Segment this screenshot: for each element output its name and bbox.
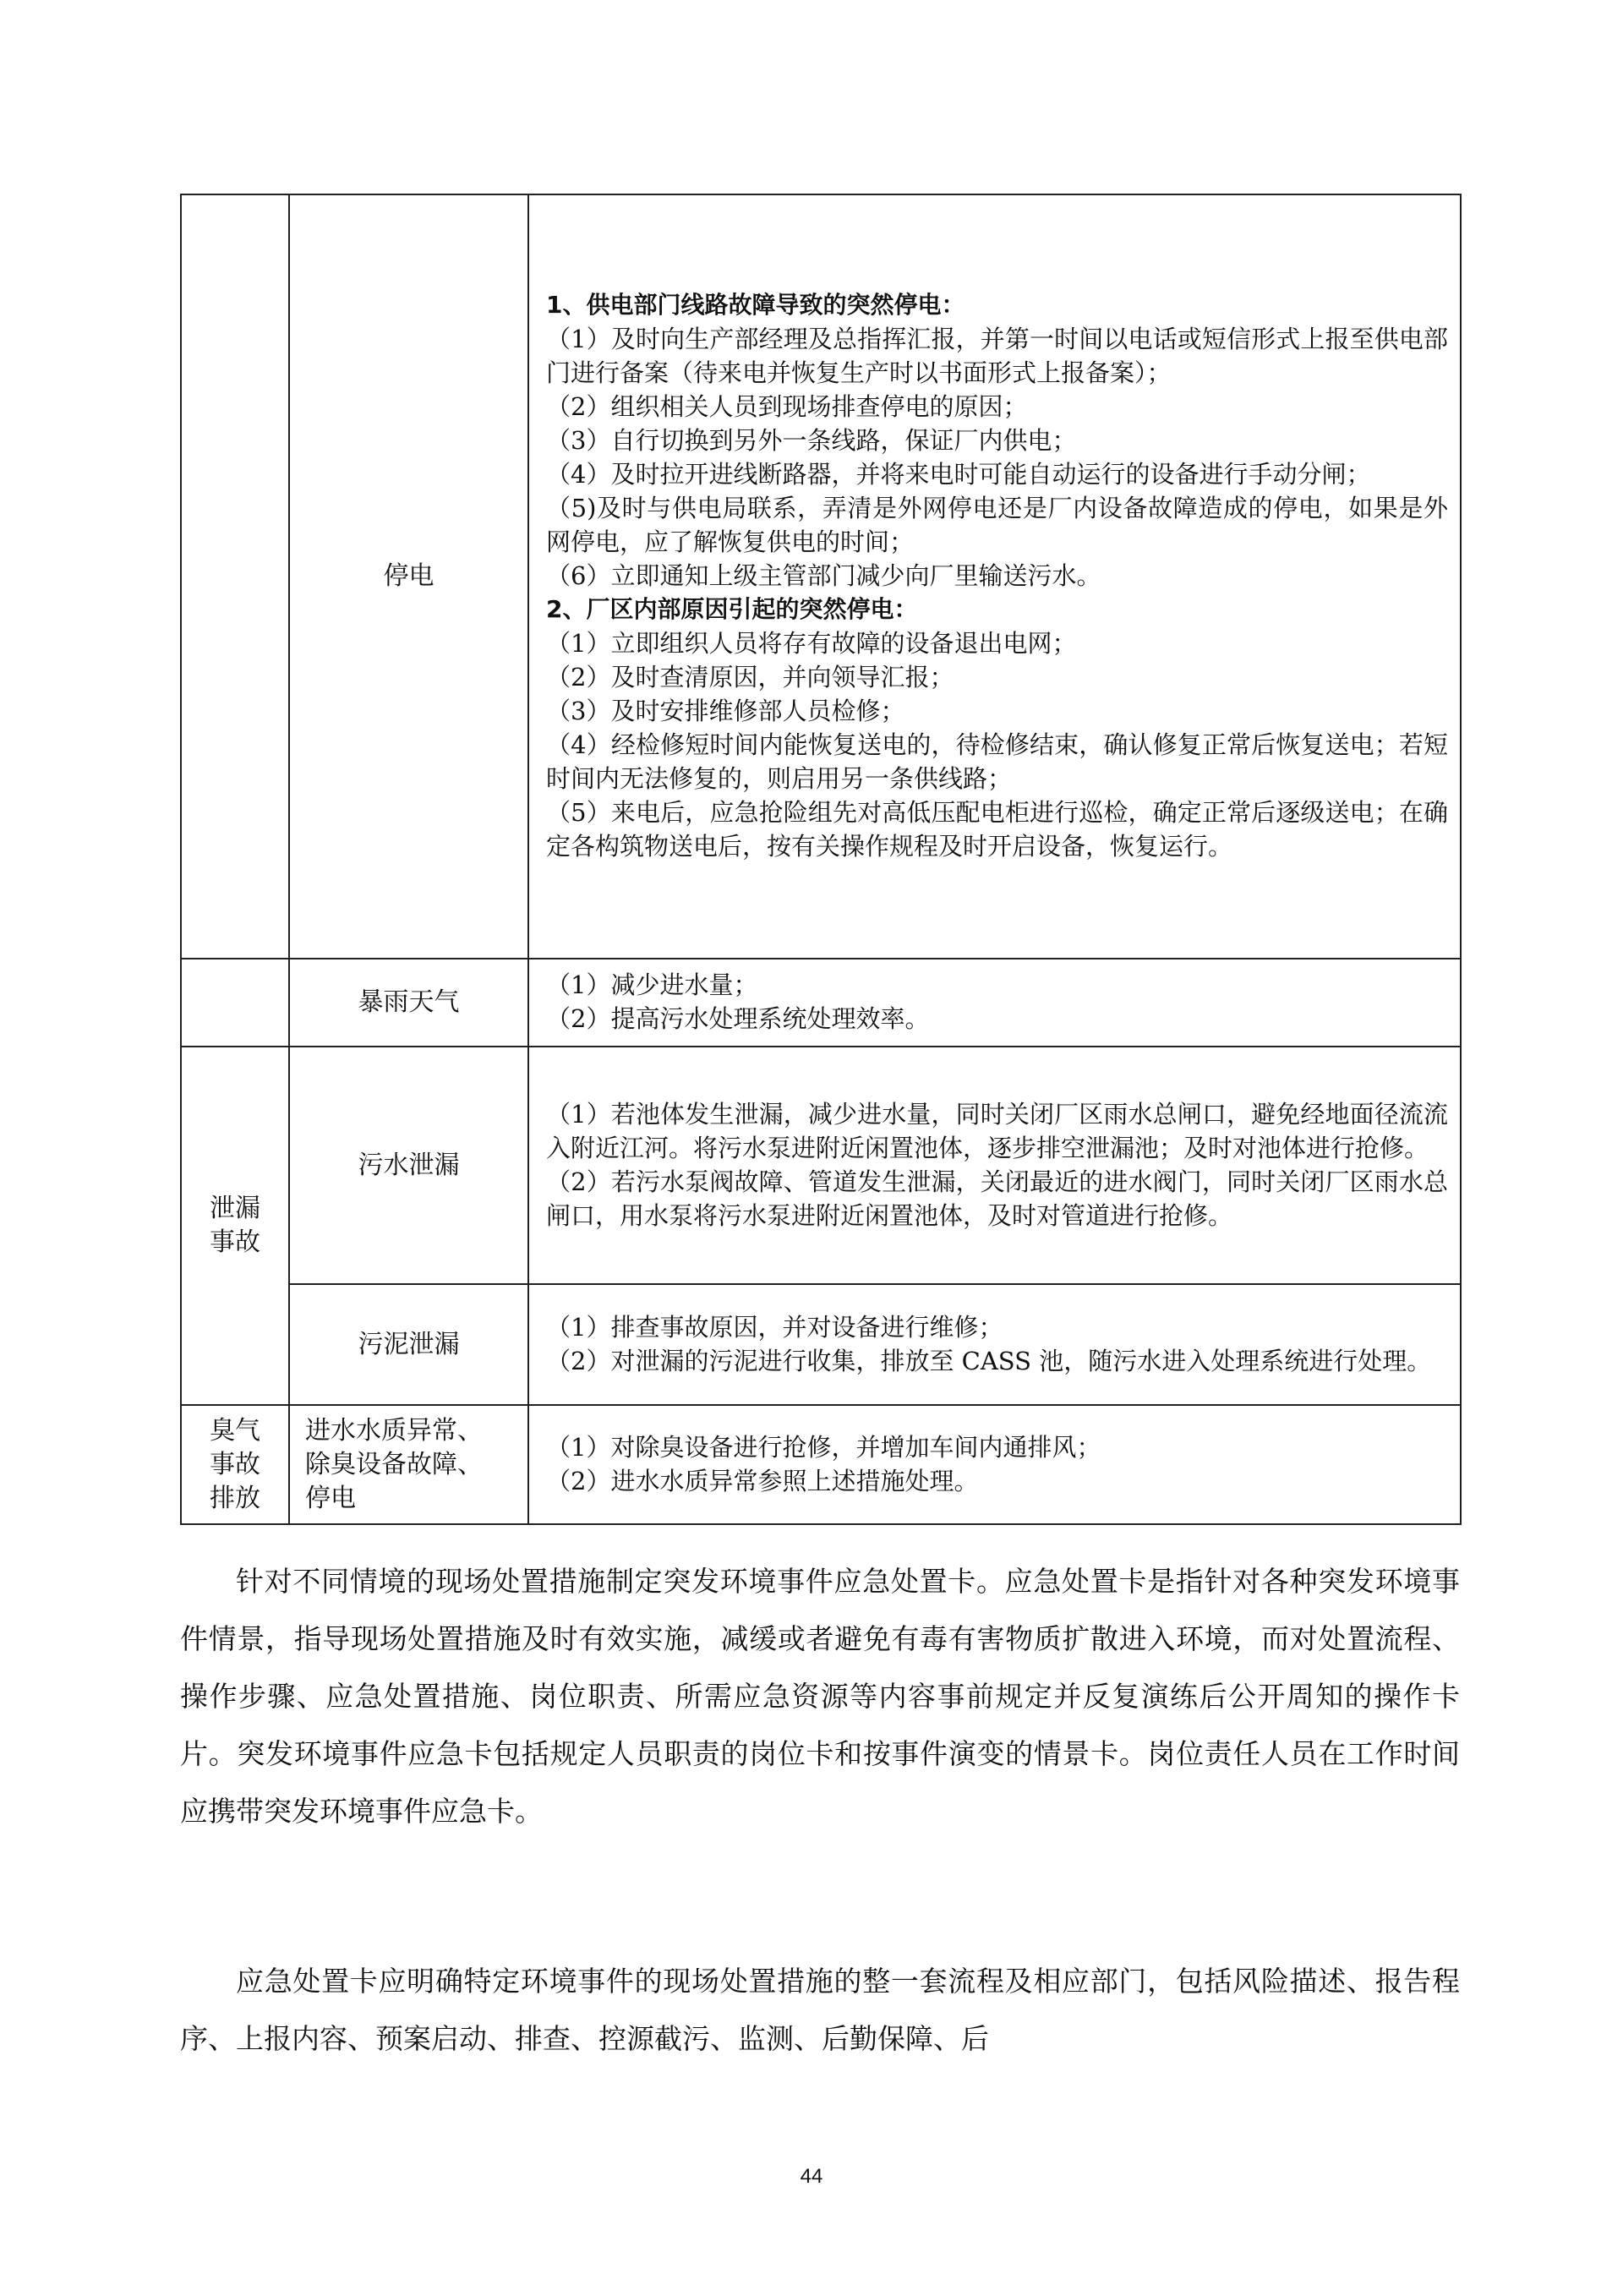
paragraph-text: 针对不同情境的现场处置措施制定突发环境事件应急处置卡。应急处置卡是指针对各种突发环境事件情景，指导现场处置措施及时有效实施，减缓或者避免有毒有害物质扩散进入环境，而对处置流程、操作步骤、应急处置措施、岗位职责、所需应急资源等内容事前规定并反复演练后公开周知的操作卡片。突发环境事件应急卡包括规定人员职责的岗位卡和按事件演变的情景卡。岗位责任人员在工作时间应携带突发环境事件应急卡。 xyxy=(180,1565,1460,1828)
measure-item: （3）及时安排维修部人员检修； xyxy=(546,697,905,725)
measure-item: （1）对除臭设备进行抢修，并增加车间内通排风； xyxy=(546,1432,1101,1462)
measure-item: （3）自行切换到另外一条线路，保证厂内供电； xyxy=(546,426,1077,455)
measure-item: （2）及时查清原因，并向领导汇报； xyxy=(546,663,954,692)
subcategory-cell: 污水泄漏 xyxy=(289,1047,528,1284)
measure-item: （2）进水水质异常参照上述措施处理。 xyxy=(546,1466,979,1495)
measure-item: （5）来电后，应急抢险组先对高低压配电柜进行巡检，确定正常后逐级送电；在确定各构筑物送电后，按有关操作规程及时开启设备，恢复运行。 xyxy=(546,798,1448,861)
measure-item: （2）对泄漏的污泥进行收集，排放至 CASS 池，随污水进入处理系统进行处理。 xyxy=(546,1346,1432,1375)
measure-item: （4）经检修短时间内能恢复送电的，待检修结束，确认修复正常后恢复送电；若短时间内无法修复的，则启用另一条供线路； xyxy=(546,730,1448,793)
category-cell-empty xyxy=(181,194,289,959)
body-paragraph xyxy=(180,1953,1460,2068)
measures-cell xyxy=(528,959,1461,1047)
table-row xyxy=(181,959,1461,1047)
paragraph-text: 应急处置卡应明确特定环境事件的现场处置措施的整一套流程及相应部门，包括风险描述、报告程序、上报内容、预案启动、排查、控源截污、监测、后勤保障、后 xyxy=(180,1965,1460,2055)
measures-cell xyxy=(528,194,1461,959)
table-row xyxy=(181,194,1461,959)
category-cell xyxy=(181,1047,289,1405)
table-row xyxy=(181,1405,1461,1524)
table-row xyxy=(181,1284,1461,1405)
category-label: 臭气 事故 排放 xyxy=(210,1415,260,1513)
response-measures-table xyxy=(180,194,1462,1525)
measures-cell xyxy=(528,1284,1461,1405)
measures-cell xyxy=(528,1405,1461,1524)
measure-item: （5)及时与供电局联系，弄清是外网停电还是厂内设备故障造成的停电，如果是外网停电，应了解恢复供电的时间； xyxy=(546,494,1448,556)
measure-heading: 1、供电部门线路故障导致的突然停电： xyxy=(546,291,965,319)
measure-item: （1）排查事故原因，并对设备进行维修； xyxy=(546,1312,1003,1342)
measure-item: （2）提高污水处理系统处理效率。 xyxy=(546,1004,930,1033)
subcategory-cell xyxy=(289,1405,528,1524)
category-cell-empty xyxy=(181,959,289,1047)
measure-item: （6）立即通知上级主管部门减少向厂里输送污水。 xyxy=(546,561,1101,590)
measure-item: （2）若污水泵阀故障、管道发生泄漏，关闭最近的进水阀门，同时关闭厂区雨水总闸口，用水泵将污水泵进附近闲置池体，及时对管道进行抢修。 xyxy=(546,1167,1448,1230)
subcategory-cell: 暴雨天气 xyxy=(289,959,528,1047)
measures-cell xyxy=(528,1047,1461,1284)
measure-item: （1）立即组织人员将存有故障的设备退出电网； xyxy=(546,629,1077,658)
body-paragraph xyxy=(180,1553,1460,1840)
measure-item: （1）及时向生产部经理及总指挥汇报，并第一时间以电话或短信形式上报至供电部门进行备案（待来电并恢复生产时以书面形式上报备案）； xyxy=(546,325,1448,387)
category-cell xyxy=(181,1405,289,1524)
subcategory-cell: 停电 xyxy=(289,194,528,959)
measure-item: （2）组织相关人员到现场排查停电的原因； xyxy=(546,392,1028,421)
category-label: 泄漏 事故 xyxy=(210,1194,260,1257)
measure-item: （1）若池体发生泄漏，减少进水量，同时关闭厂区雨水总闸口，避免经地面径流流入附近江河。将污水泵进附近闲置池体，逐步排空泄漏池；及时对池体进行抢修。 xyxy=(546,1099,1448,1162)
measure-item: （4）及时拉开进线断路器，并将来电时可能自动运行的设备进行手动分闸； xyxy=(546,460,1371,489)
page-number: 44 xyxy=(800,2165,823,2188)
measure-heading: 2、厂区内部原因引起的突然停电： xyxy=(546,595,918,623)
table-row xyxy=(181,1047,1461,1284)
measure-item: （1）减少进水量； xyxy=(546,970,758,999)
subcategory-label: 进水水质异常、 除臭设备故障、 停电 xyxy=(305,1415,483,1513)
subcategory-cell: 污泥泄漏 xyxy=(289,1284,528,1405)
